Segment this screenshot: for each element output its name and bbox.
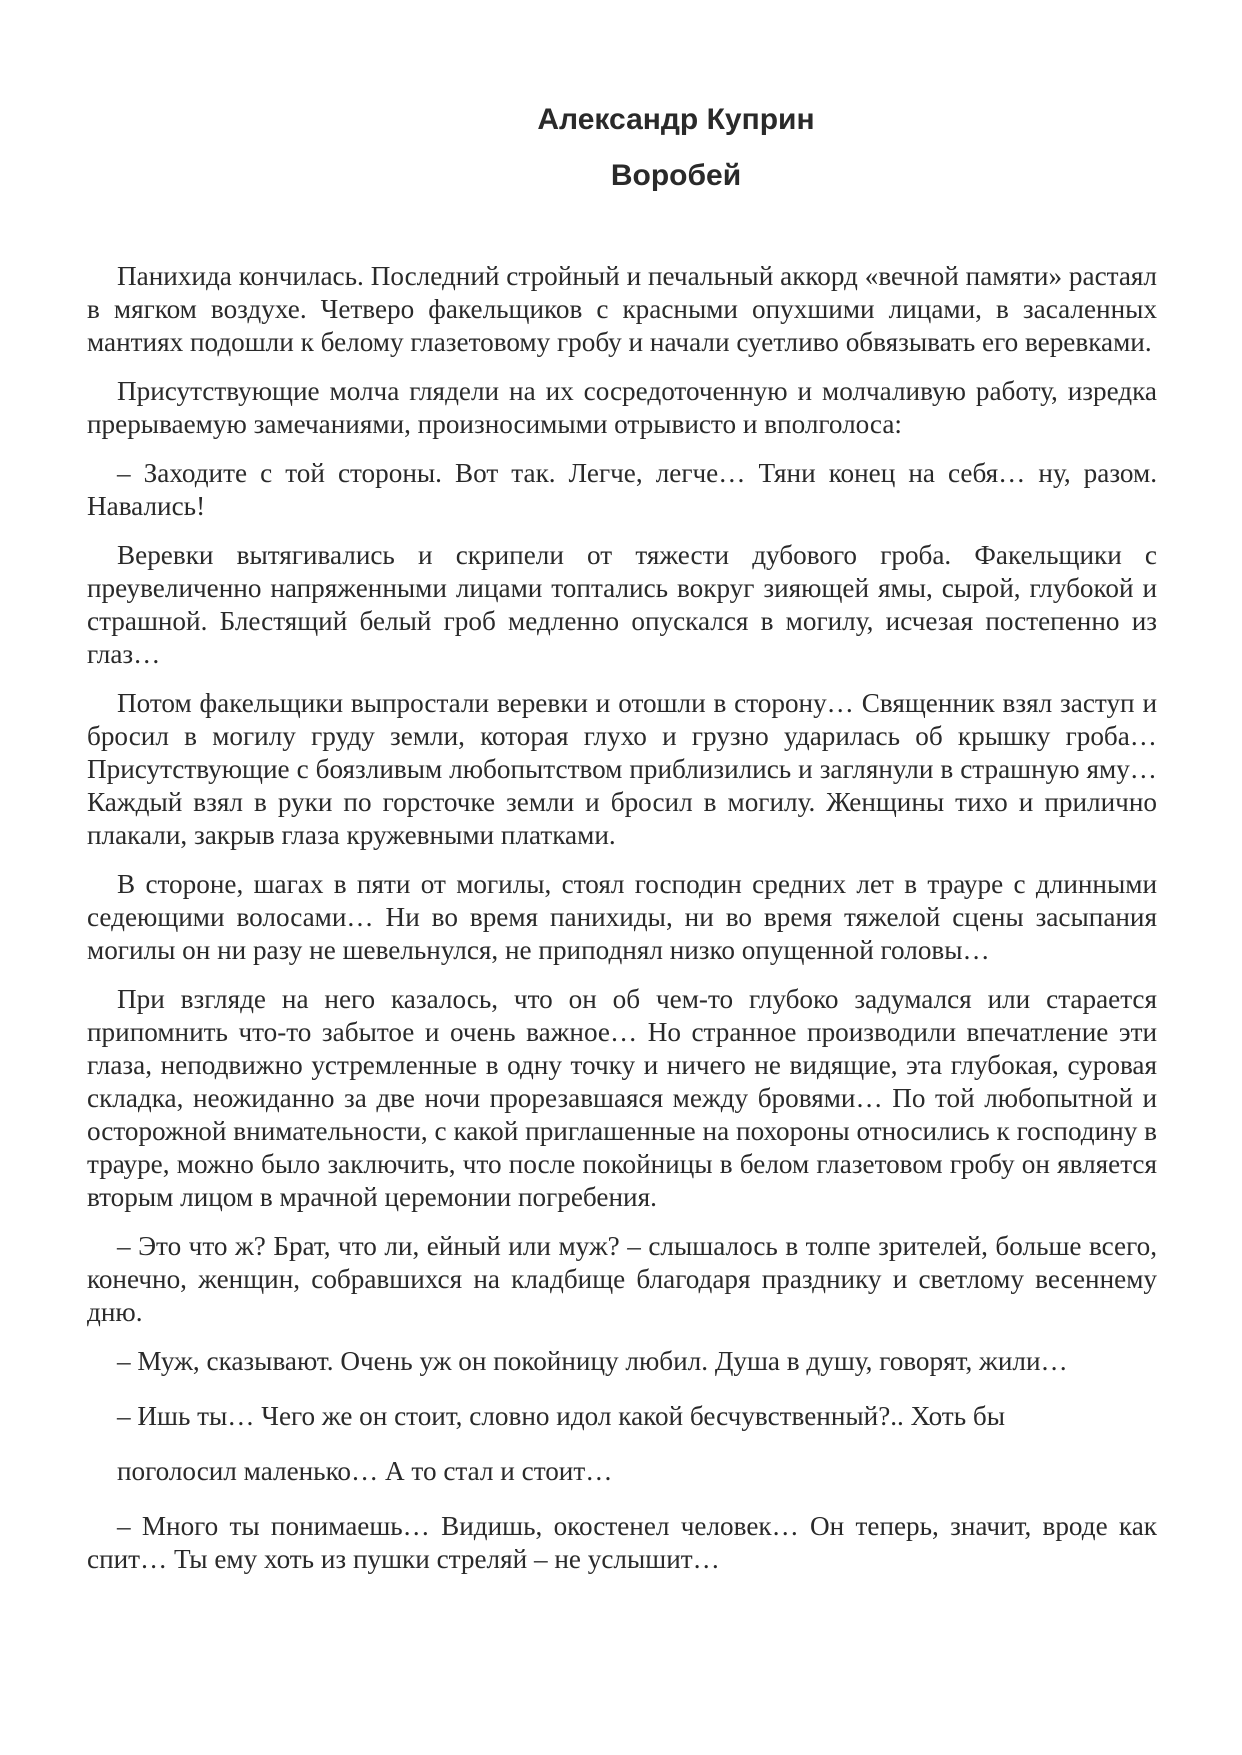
paragraph: – Ишь ты… Чего же он стоит, словно идол какой бесчувственный?.. Хоть бы: [117, 1401, 1005, 1431]
paragraph: При взгляде на него казалось, что он об чем-то глубоко задумался или старается припомнить что-то забытое и очень важное… Но странное производили впечатление эти глаза, неподвижно устремленные в одну точку и ничего не видящие, эта глубокая, суровая складка, неожиданно за две ночи прорезавшаяся между бровями… По той любопытной и осторожной внимательности, с какой приглашенные на похороны относились к господину в трауре, можно было заключить, что после покойницы в белом глазетовом гробу он является вторым лицом в мрачной церемонии погребения.: [87, 984, 1157, 1212]
author-name: Александр Куприн: [537, 103, 815, 136]
paragraph: В стороне, шагах в пяти от могилы, стоял господин средних лет в трауре с длинными седеющими волосами… Ни во время панихиды, ни во время тяжелой сцены засыпания могилы он ни разу не шевельнулся, не приподнял низко опущенной головы…: [87, 869, 1157, 965]
paragraph: Панихида кончилась. Последний стройный и печальный аккорд «вечной памяти» растаял в мягком воздухе. Четверо факельщиков с красными опухшими лицами, в засаленных мантиях подошли к белому глазетовому гробу и начали суетливо обвязывать его веревками.: [87, 261, 1157, 357]
paragraph: Веревки вытягивались и скрипели от тяжести дубового гроба. Факельщики с преувеличенно напряженными лицами топтались вокруг зияющей ямы, сырой, глубокой и страшной. Блестящий белый гроб медленно опускался в могилу, исчезая постепенно из глаз…: [87, 540, 1157, 669]
paragraph: поголосил маленько… А то стал и стоит…: [117, 1456, 613, 1486]
story-title: Воробей: [610, 159, 742, 192]
paragraph: Потом факельщики выпростали веревки и отошли в сторону… Священник взял заступ и бросил в могилу груду земли, которая глухо и грузно ударилась об крышку гроба… Присутствующие с боязливым любопытством приблизились и заглянули в страшную яму… Каждый взял в руки по горсточке земли и бросил в могилу. Женщины тихо и прилично плакали, закрыв глаза кружевными платками.: [87, 688, 1157, 850]
paragraph: – Много ты понимаешь… Видишь, окостенел человек… Он теперь, значит, вроде как спит… Ты ему хоть из пушки стреляй – не услышит…: [87, 1511, 1157, 1574]
story-text: [87, 260, 1157, 1592]
paragraph: – Муж, сказывают. Очень уж он покойницу любил. Душа в душу, говорят, жили…: [117, 1346, 1068, 1376]
paragraph: – Это что ж? Брат, что ли, ейный или муж? – слышалось в толпе зрителей, больше всего, конечно, женщин, собравшихся на кладбище благодаря празднику и светлому весеннему дню.: [87, 1231, 1157, 1327]
paragraph: – Заходите с той стороны. Вот так. Легче, легче… Тяни конец на себя… ну, разом. Навались!: [87, 458, 1157, 521]
paragraph: Присутствующие молча глядели на их сосредоточенную и молчаливую работу, изредка прерываемую замечаниями, произносимыми отрывисто и вполголоса:: [87, 376, 1157, 439]
